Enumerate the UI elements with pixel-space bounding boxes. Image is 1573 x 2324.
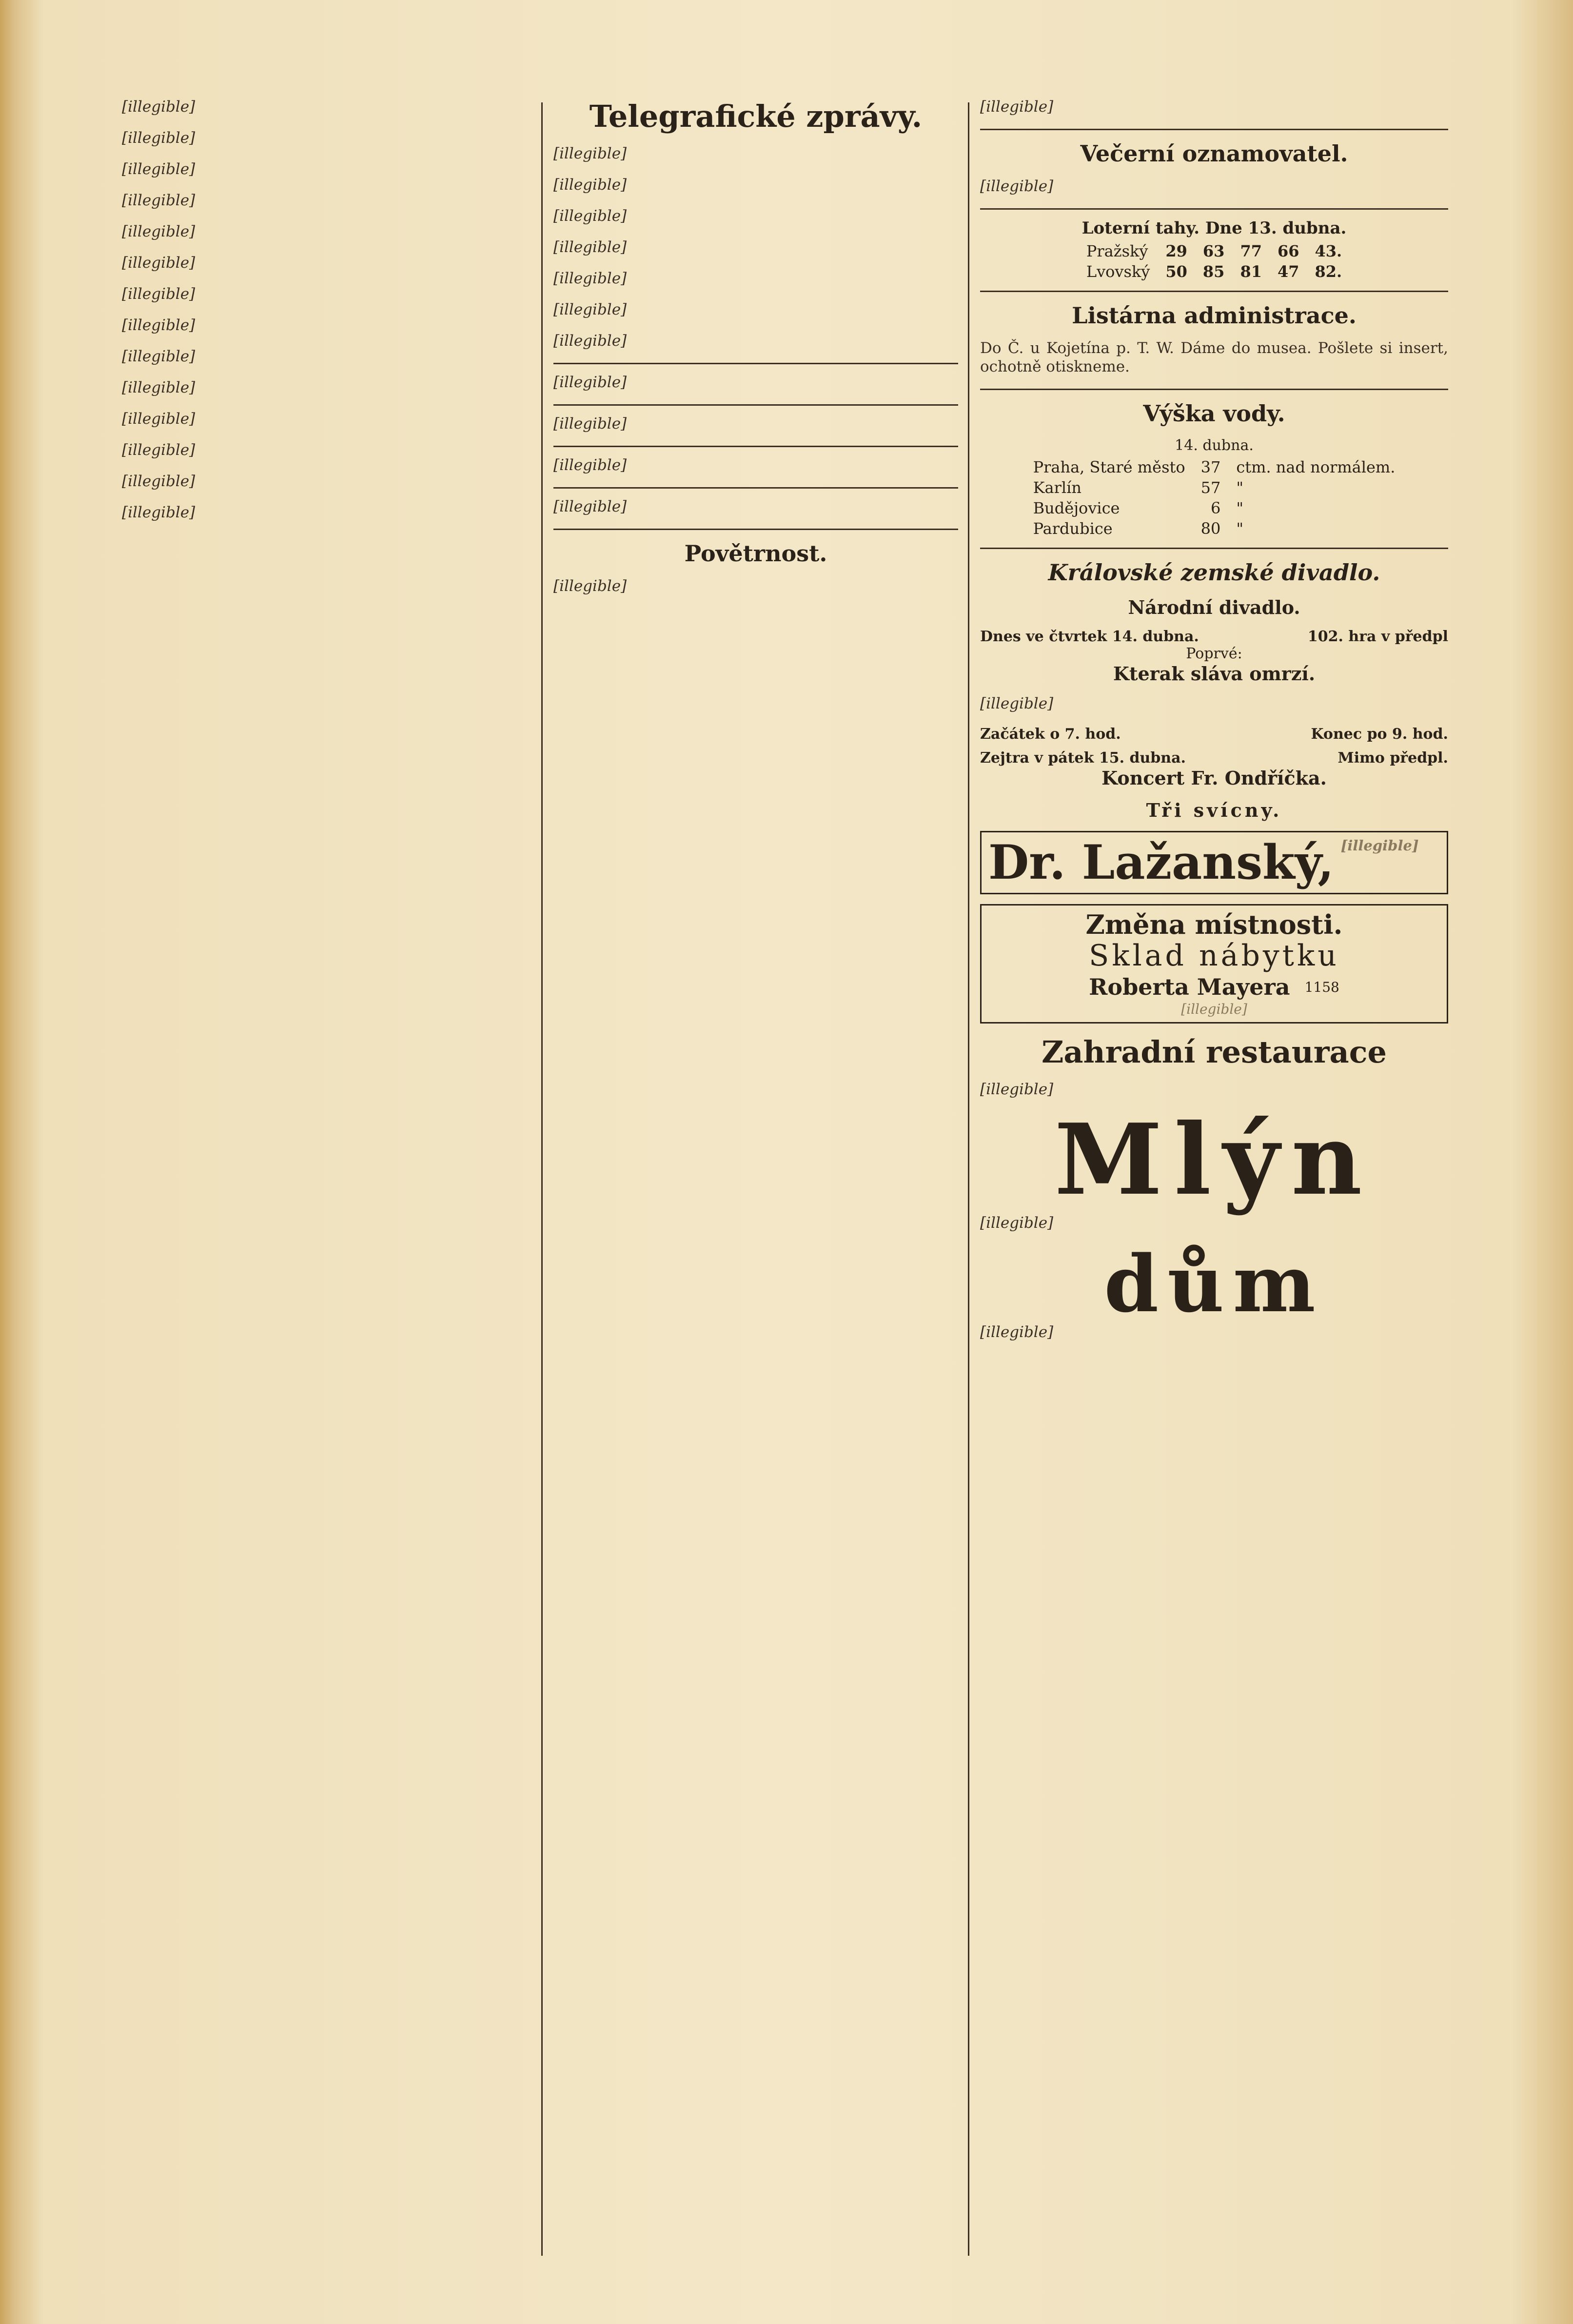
divider bbox=[980, 291, 1448, 292]
dum-text: [illegible] bbox=[980, 1323, 1054, 1341]
table-cell: 50 bbox=[1165, 262, 1187, 281]
time-line bbox=[980, 726, 1448, 743]
loterni-heading: Loterní tahy. Dne 13. dubna. bbox=[1081, 218, 1347, 238]
telegram-item: [illegible] bbox=[553, 145, 627, 162]
table-cell: Lvovský bbox=[1086, 262, 1150, 281]
table-cell: 82. bbox=[1315, 262, 1342, 281]
table-cell: 80 bbox=[1200, 519, 1221, 538]
vecerni-text: [illegible] bbox=[980, 177, 1054, 195]
col1-paragraph: [illegible] bbox=[122, 473, 196, 490]
column-rule-2 bbox=[968, 102, 969, 2256]
zejtra: Zejtra v pátek 15. dubna. bbox=[980, 749, 1186, 767]
mayer-num: 1158 bbox=[1304, 979, 1339, 995]
dedictvi: [illegible] bbox=[553, 498, 627, 515]
koncert-title: Koncert Fr. Ondříčka. bbox=[1101, 767, 1327, 789]
table-cell: " bbox=[1236, 519, 1244, 538]
column-1 bbox=[122, 98, 531, 2265]
mimo-predpl: Mimo předpl. bbox=[1337, 749, 1448, 767]
table-row bbox=[1079, 261, 1350, 282]
col1-paragraph: [illegible] bbox=[122, 316, 196, 334]
divider bbox=[553, 487, 958, 489]
telegram-item: [illegible] bbox=[553, 270, 627, 287]
telegram-item: [illegible] bbox=[553, 301, 627, 318]
table-cell: Budějovice bbox=[1033, 499, 1120, 517]
divider bbox=[980, 129, 1448, 130]
zahradni-text: [illegible] bbox=[980, 1081, 1054, 1098]
lazansky-ad bbox=[980, 831, 1448, 894]
mista-ucitelska: [illegible] bbox=[553, 415, 627, 433]
dum-heading: dům bbox=[1104, 1238, 1324, 1330]
table-cell: 47 bbox=[1277, 262, 1299, 281]
table-cell: ctm. nad normálem. bbox=[1236, 458, 1396, 476]
vyska-vody-heading: Výška vody. bbox=[1143, 400, 1285, 427]
col1-paragraph: [illegible] bbox=[122, 348, 196, 365]
divider bbox=[553, 529, 958, 530]
zacatek: Začátek o 7. hod. bbox=[980, 726, 1121, 743]
dnes: Dnes ve čtvrtek 14. dubna. bbox=[980, 628, 1199, 645]
table-cell: 6 bbox=[1210, 499, 1221, 517]
col1-paragraph: [illegible] bbox=[122, 160, 196, 178]
zahradni-heading: Zahradní restaurace bbox=[1042, 1034, 1387, 1070]
divider bbox=[980, 208, 1448, 210]
tomorrow-line bbox=[980, 749, 1448, 767]
telegrams-heading: Telegrafické zprávy. bbox=[589, 98, 923, 134]
table-row bbox=[1025, 477, 1403, 498]
narodni-divadlo: Národní divadlo. bbox=[1128, 596, 1300, 618]
col1-paragraph: [illegible] bbox=[122, 192, 196, 209]
trisvicny-title: Tři svícny. bbox=[1146, 799, 1282, 821]
table-cell: Pražský bbox=[1086, 242, 1148, 260]
table-cell: 63 bbox=[1202, 242, 1225, 260]
divider bbox=[553, 446, 958, 447]
table-cell: 37 bbox=[1200, 458, 1221, 476]
table-cell: Praha, Staré město bbox=[1033, 458, 1185, 476]
table-cell: " bbox=[1236, 478, 1244, 497]
col1-paragraph: [illegible] bbox=[122, 504, 196, 521]
mayer-name-row bbox=[988, 973, 1440, 1001]
listarna-heading: Listárna administrace. bbox=[1072, 302, 1357, 329]
telegram-item: [illegible] bbox=[553, 332, 627, 350]
table-cell: 81 bbox=[1240, 262, 1262, 281]
divider bbox=[553, 363, 958, 364]
telegram-item: [illegible] bbox=[553, 176, 627, 194]
mayer-address: [illegible] bbox=[1181, 1001, 1247, 1017]
table-row bbox=[1025, 498, 1403, 518]
divadlo-heading: Královské zemské divadlo. bbox=[1048, 559, 1380, 586]
mayer-ad bbox=[980, 904, 1448, 1024]
column-rule-1 bbox=[541, 102, 543, 2256]
table-cell: 77 bbox=[1240, 242, 1262, 260]
col1-paragraph: [illegible] bbox=[122, 410, 196, 428]
vyska-date: 14. dubna. bbox=[1175, 437, 1254, 454]
divider bbox=[980, 548, 1448, 549]
vecerni-heading: Večerní oznamovatel. bbox=[1080, 140, 1348, 167]
play-title: Kterak sláva omrzí. bbox=[1113, 663, 1316, 685]
table-cell: 57 bbox=[1200, 478, 1221, 497]
col1-paragraph: [illegible] bbox=[122, 223, 196, 240]
table-row bbox=[1025, 518, 1403, 539]
col1-paragraph: [illegible] bbox=[122, 98, 196, 116]
loterni-table bbox=[1079, 241, 1350, 282]
lazansky-name: Dr. Lažanský, bbox=[988, 835, 1334, 890]
column-2 bbox=[553, 98, 958, 2265]
column-3 bbox=[980, 98, 1448, 2265]
table-cell: 66 bbox=[1277, 242, 1299, 260]
poprve: Poprvé: bbox=[1186, 645, 1242, 662]
mlyn-heading: Mlýn bbox=[1054, 1103, 1374, 1217]
col1-paragraph: [illegible] bbox=[122, 441, 196, 459]
divadlo-text: [illegible] bbox=[980, 695, 1054, 712]
program-line bbox=[980, 628, 1448, 645]
table-row bbox=[1079, 241, 1350, 261]
vestnik-osobni: [illegible] bbox=[553, 374, 627, 391]
weather-heading: Povětrnost. bbox=[684, 540, 827, 567]
table-row bbox=[1025, 457, 1403, 477]
table-cell: Karlín bbox=[1033, 478, 1081, 497]
konec: Konec po 9. hod. bbox=[1311, 726, 1448, 743]
uprazdnena-mista: [illegible] bbox=[553, 456, 627, 474]
col1-paragraph: [illegible] bbox=[122, 285, 196, 303]
table-cell: 85 bbox=[1202, 262, 1225, 281]
sklad-nabytku: Sklad nábytku bbox=[1089, 939, 1339, 973]
lazansky-text: [illegible] bbox=[1340, 837, 1419, 854]
table-cell: " bbox=[1236, 499, 1244, 517]
table-cell: 43. bbox=[1315, 242, 1342, 260]
telegram-item: [illegible] bbox=[553, 207, 627, 225]
col1-paragraph: [illegible] bbox=[122, 379, 196, 396]
roberta-mayera: Roberta Mayera bbox=[1089, 974, 1290, 1000]
zmena-mistnosti: Změna místnosti. bbox=[1085, 909, 1343, 940]
temperatures: [illegible] bbox=[980, 98, 1054, 116]
divider bbox=[553, 404, 958, 406]
predplatne: 102. hra v předpl bbox=[1307, 628, 1448, 645]
col1-paragraph: [illegible] bbox=[122, 129, 196, 147]
telegram-item: [illegible] bbox=[553, 238, 627, 256]
divider bbox=[980, 389, 1448, 390]
table-cell: Pardubice bbox=[1033, 519, 1113, 538]
vyska-table bbox=[1025, 457, 1403, 539]
col1-paragraph: [illegible] bbox=[122, 254, 196, 272]
listarna-text: Do Č. u Kojetína p. T. W. Dáme do musea. Pošlete si insert, ochotně otiskneme. bbox=[980, 339, 1448, 375]
mlyn-text: [illegible] bbox=[980, 1214, 1054, 1232]
table-cell: 29 bbox=[1165, 242, 1187, 260]
weather-text: [illegible] bbox=[553, 577, 627, 595]
